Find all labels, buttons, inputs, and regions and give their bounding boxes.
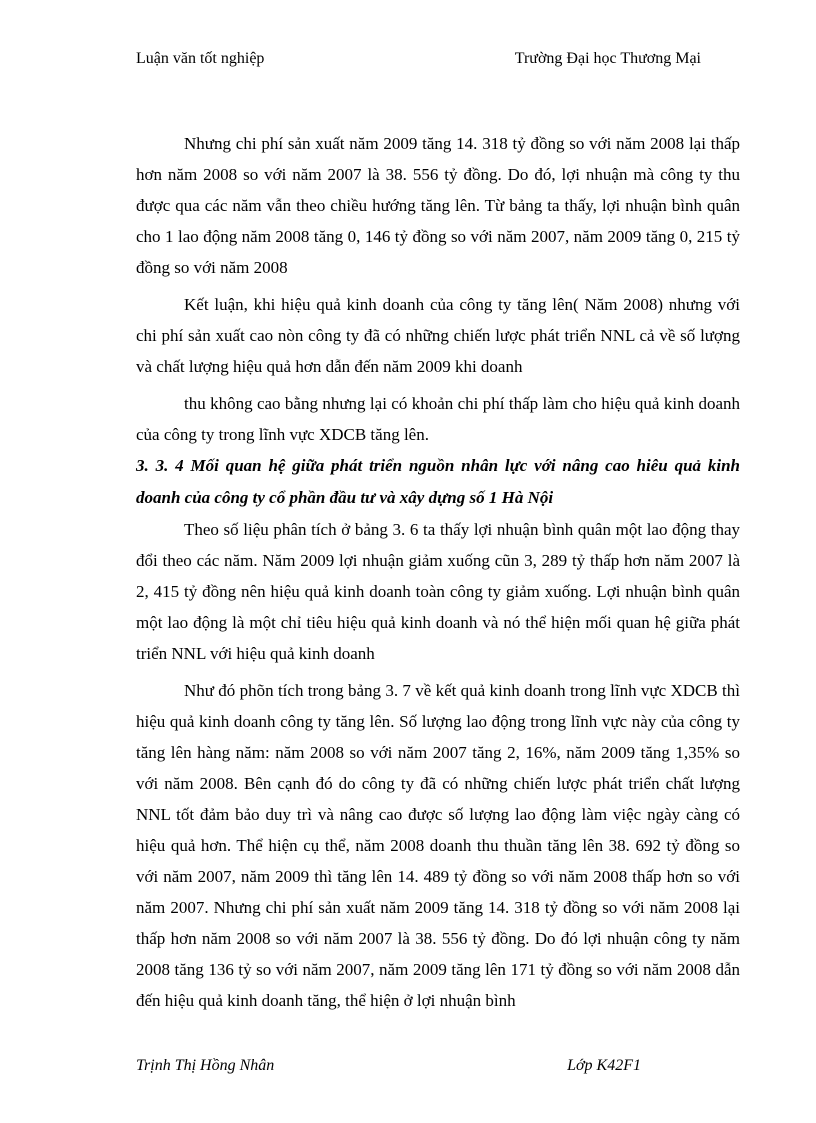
footer-author-name: Trịnh Thị Hồng Nhân — [136, 1057, 275, 1074]
page-footer — [136, 1057, 641, 1079]
paragraph-conclusion: Kết luận, khi hiệu quả kinh doanh của công ty tăng lên( Năm 2008) nhưng với chi phí sản xuất cao nòn công ty đã có những chiến lược phát triển NNL cả về số lượng và chất lượng hiệu quả hơn dẫn đến năm 2009 khi doanh — [136, 295, 740, 376]
header-university-name: Trường Đại học Thương Mại — [514, 50, 701, 67]
paragraph-table-3-6-analysis: Theo số liệu phân tích ở bảng 3. 6 ta thấy lợi nhuận bình quân một lao động thay đổi theo các năm. Năm 2009 lợi nhuận giảm xuống cũn 3, 289 tỷ thấp hơn năm 2007 là 2, 415 tỷ đồng nên hiệu quả kinh doanh toàn công ty giảm xuống. Lợi nhuận bình quân một lao động là một chỉ tiêu hiệu quả kinh doanh và nó thể hiện mối quan hệ giữa phát triển NNL với hiệu quả kinh doanh — [136, 520, 740, 663]
paragraph-cost-comparison: Nhưng chi phí sản xuất năm 2009 tăng 14. 318 tỷ đồng so với năm 2008 lại thấp hơn năm 2008 so với năm 2007 là 38. 556 tỷ đồng. Do đó, lợi nhuận mà công ty thu được qua các năm vẫn theo chiều hướng tăng lên. Từ bảng ta thấy, lợi nhuận bình quân cho 1 lao động năm 2008 tăng 0, 146 tỷ đồng so với năm 2007, năm 2009 tăng 0, 215 tỷ đồng so với năm 2008 — [136, 134, 740, 277]
paragraph-conclusion-continued: thu không cao bằng nhưng lại có khoản chi phí thấp làm cho hiệu quả kinh doanh của công ty trong lĩnh vực XDCB tăng lên. — [136, 394, 740, 444]
footer-class-code: Lớp K42F1 — [567, 1057, 641, 1074]
header-thesis-label: Luận văn tốt nghiệp — [136, 50, 265, 67]
section-heading-3-3-4: 3. 3. 4 Mối quan hệ giữa phát triển nguồn nhân lực với nâng cao hiêu quả kinh doanh của công ty cổ phần đầu tư và xây dựng số 1 Hà Nội — [136, 456, 740, 507]
paragraph-table-3-7-analysis: Như đó phõn tích trong bảng 3. 7 về kết quả kinh doanh trong lĩnh vực XDCB thì hiệu quả kinh doanh công ty tăng lên. Số lượng lao động trong lĩnh vực này của công ty tăng lên hàng năm: năm 2008 so với năm 2007 tăng 2, 16%, năm 2009 tăng 1,35% so với năm 2008. Bên cạnh đó do công ty đã có những chiến lược phát triển chất lượng NNL tốt đảm bảo duy trì và nâng cao được số lượng lao động làm việc ngày càng có hiệu quả hơn. Thể hiện cụ thể, năm 2008 doanh thu thuần tăng lên 38. 692 tỷ đồng so với năm 2007, năm 2009 thì tăng lên 14. 489 tỷ đồng so với năm 2008 thấp hơn so với năm 2007. Nhưng chi phí sản xuất năm 2009 tăng 14. 318 tỷ đồng so với năm 2008 lại thấp hơn năm 2008 so với năm 2007 là 38. 556 tỷ đồng. Do đó lợi nhuận công ty năm 2008 tăng 136 tỷ so với năm 2007, năm 2009 tăng lên 171 tỷ đồng so với năm 2008 dẫn đến hiệu quả kinh doanh tăng, thể hiện ở lợi nhuận bình — [136, 681, 740, 1010]
document-body — [136, 128, 740, 1016]
page-header — [136, 50, 701, 72]
